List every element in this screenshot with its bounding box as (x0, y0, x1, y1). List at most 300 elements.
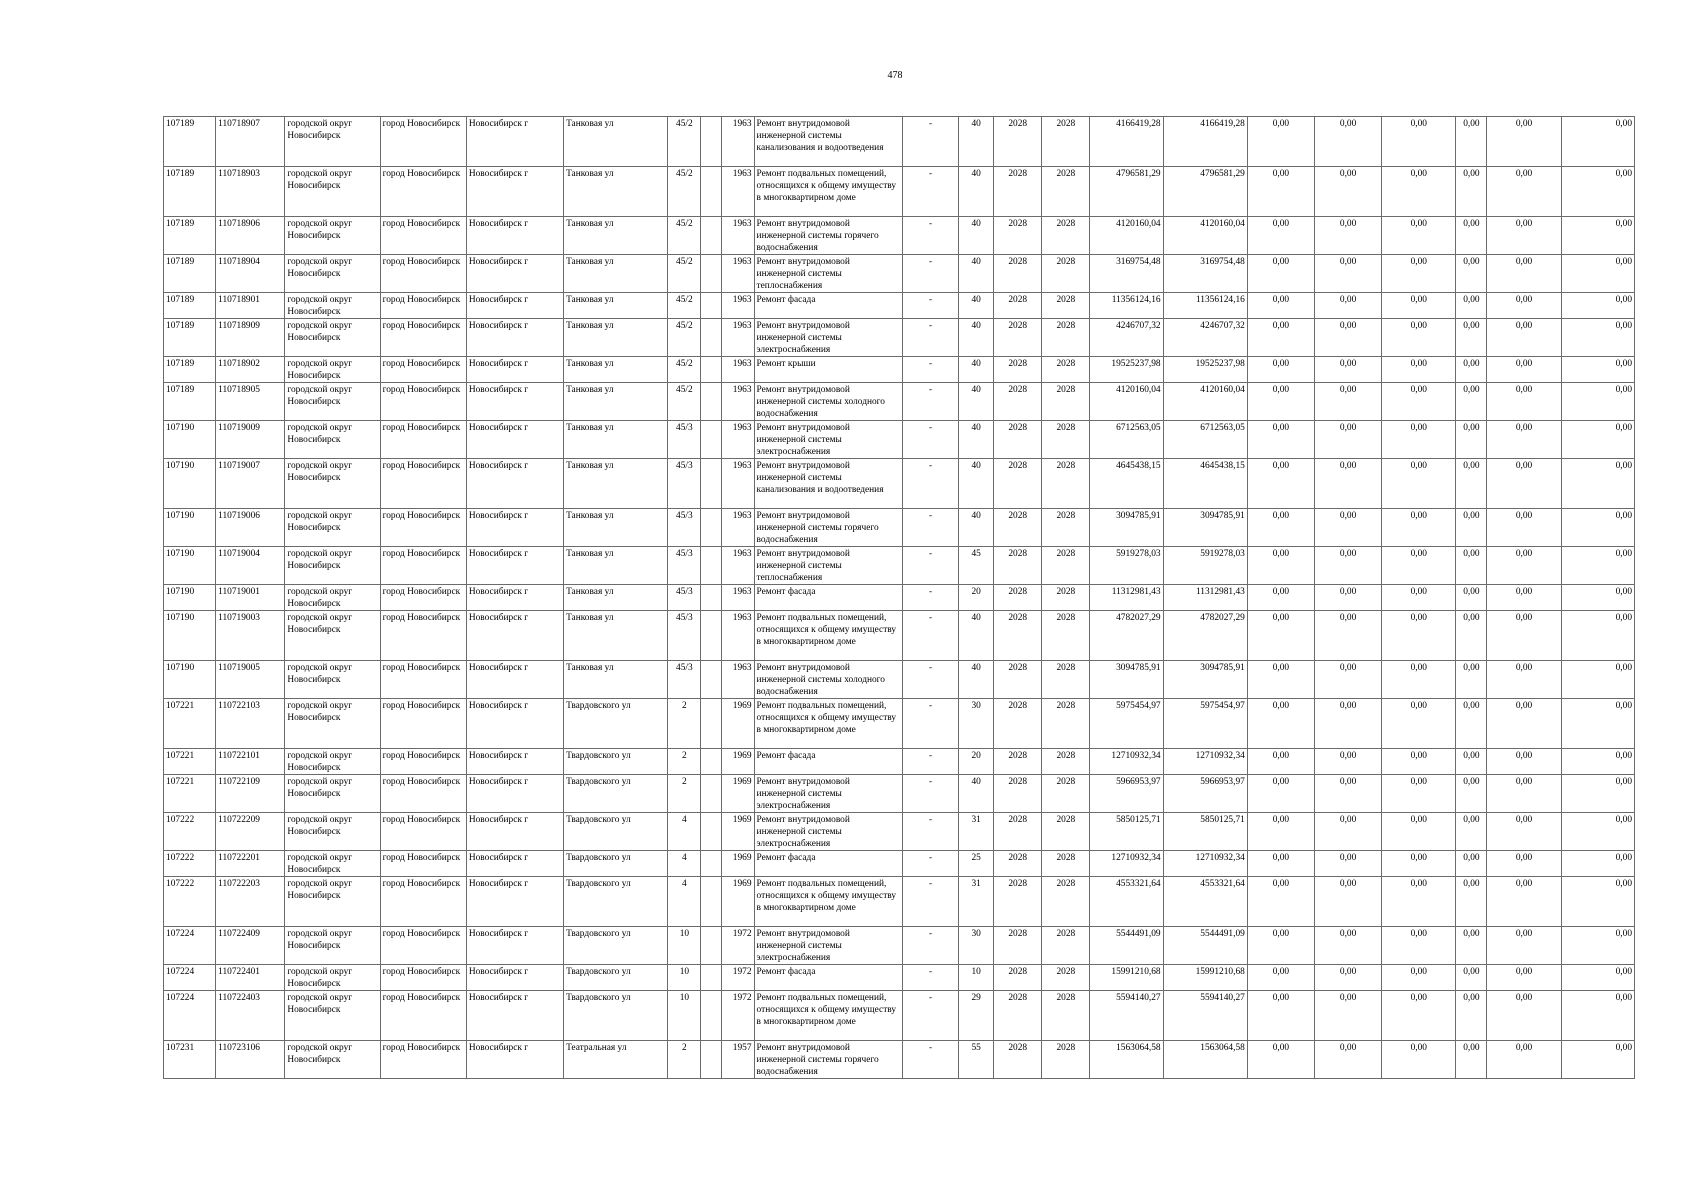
cell-y2: 2028 (1042, 661, 1090, 699)
cell-code: 110719003 (216, 611, 285, 661)
cell-id: 107189 (164, 357, 216, 383)
cell-y2: 2028 (1042, 547, 1090, 585)
cell-z3: 0,00 (1382, 991, 1456, 1041)
cell-dash: - (902, 813, 958, 851)
cell-y1: 2028 (994, 459, 1042, 509)
cell-y1: 2028 (994, 927, 1042, 965)
cell-sum2: 3094785,91 (1163, 661, 1247, 699)
cell-city: город Новосибирск (380, 421, 466, 459)
cell-y1: 2028 (994, 1041, 1042, 1079)
cell-z1: 0,00 (1247, 813, 1314, 851)
cell-z2: 0,00 (1315, 547, 1382, 585)
cell-locality: Новосибирск г (466, 1041, 563, 1079)
cell-z2: 0,00 (1315, 1041, 1382, 1079)
cell-locality: Новосибирск г (466, 255, 563, 293)
cell-z6: 0,00 (1561, 1041, 1634, 1079)
cell-code: 110722209 (216, 813, 285, 851)
cell-sum: 3094785,91 (1090, 661, 1163, 699)
cell-house: 45/2 (668, 319, 701, 357)
cell-pct: 40 (959, 293, 994, 319)
cell-street: Танковая ул (564, 611, 668, 661)
cell-okrug: городской округ Новосибирск (285, 877, 380, 927)
cell-blank (701, 585, 722, 611)
cell-z3: 0,00 (1382, 459, 1456, 509)
cell-locality: Новосибирск г (466, 585, 563, 611)
cell-work: Ремонт подвальных помещений, относящихся к общему имуществу в многоквартирном доме (754, 699, 902, 749)
cell-work: Ремонт подвальных помещений, относящихся к общему имуществу в многоквартирном доме (754, 991, 902, 1041)
cell-sum: 19525237,98 (1090, 357, 1163, 383)
cell-okrug: городской округ Новосибирск (285, 813, 380, 851)
cell-code: 110722101 (216, 749, 285, 775)
cell-house: 10 (668, 991, 701, 1041)
cell-z4: 0,00 (1456, 459, 1487, 509)
cell-y2: 2028 (1042, 319, 1090, 357)
cell-house: 2 (668, 1041, 701, 1079)
cell-y2: 2028 (1042, 965, 1090, 991)
cell-y1: 2028 (994, 611, 1042, 661)
cell-y1: 2028 (994, 421, 1042, 459)
cell-id: 107222 (164, 877, 216, 927)
cell-z1: 0,00 (1247, 927, 1314, 965)
cell-dash: - (902, 965, 958, 991)
cell-city: город Новосибирск (380, 319, 466, 357)
cell-locality: Новосибирск г (466, 357, 563, 383)
cell-blank (701, 749, 722, 775)
cell-dash: - (902, 167, 958, 217)
cell-locality: Новосибирск г (466, 217, 563, 255)
cell-z3: 0,00 (1382, 167, 1456, 217)
cell-year: 1963 (722, 585, 754, 611)
cell-z6: 0,00 (1561, 927, 1634, 965)
cell-z6: 0,00 (1561, 661, 1634, 699)
cell-street: Танковая ул (564, 661, 668, 699)
cell-y2: 2028 (1042, 611, 1090, 661)
cell-y1: 2028 (994, 661, 1042, 699)
cell-street: Танковая ул (564, 319, 668, 357)
table-row (164, 851, 1635, 877)
cell-z4: 0,00 (1456, 217, 1487, 255)
cell-okrug: городской округ Новосибирск (285, 167, 380, 217)
cell-code: 110722401 (216, 965, 285, 991)
cell-blank (701, 217, 722, 255)
cell-y2: 2028 (1042, 421, 1090, 459)
cell-z3: 0,00 (1382, 661, 1456, 699)
cell-sum: 5966953,97 (1090, 775, 1163, 813)
cell-z3: 0,00 (1382, 319, 1456, 357)
cell-house: 45/2 (668, 383, 701, 421)
cell-city: город Новосибирск (380, 1041, 466, 1079)
cell-dash: - (902, 699, 958, 749)
cell-work: Ремонт внутридомовой инженерной системы электроснабжения (754, 927, 902, 965)
cell-dash: - (902, 357, 958, 383)
cell-house: 45/2 (668, 255, 701, 293)
cell-city: город Новосибирск (380, 383, 466, 421)
cell-sum: 11356124,16 (1090, 293, 1163, 319)
cell-id: 107222 (164, 813, 216, 851)
cell-okrug: городской округ Новосибирск (285, 965, 380, 991)
cell-city: город Новосибирск (380, 851, 466, 877)
cell-year: 1963 (722, 611, 754, 661)
cell-code: 110719005 (216, 661, 285, 699)
cell-pct: 20 (959, 749, 994, 775)
cell-z2: 0,00 (1315, 357, 1382, 383)
cell-y2: 2028 (1042, 459, 1090, 509)
cell-dash: - (902, 585, 958, 611)
cell-dash: - (902, 1041, 958, 1079)
cell-blank (701, 509, 722, 547)
cell-z1: 0,00 (1247, 877, 1314, 927)
cell-work: Ремонт фасада (754, 293, 902, 319)
cell-code: 110719009 (216, 421, 285, 459)
cell-y1: 2028 (994, 585, 1042, 611)
cell-year: 1972 (722, 965, 754, 991)
cell-id: 107222 (164, 851, 216, 877)
cell-z4: 0,00 (1456, 699, 1487, 749)
cell-y2: 2028 (1042, 293, 1090, 319)
cell-id: 107224 (164, 991, 216, 1041)
cell-city: город Новосибирск (380, 255, 466, 293)
cell-z1: 0,00 (1247, 851, 1314, 877)
table-row (164, 585, 1635, 611)
cell-blank (701, 991, 722, 1041)
cell-blank (701, 927, 722, 965)
cell-blank (701, 255, 722, 293)
cell-locality: Новосибирск г (466, 661, 563, 699)
cell-pct: 31 (959, 877, 994, 927)
cell-y1: 2028 (994, 117, 1042, 167)
table-row (164, 547, 1635, 585)
cell-okrug: городской округ Новосибирск (285, 749, 380, 775)
cell-street: Твардовского ул (564, 749, 668, 775)
cell-z3: 0,00 (1382, 585, 1456, 611)
cell-okrug: городской округ Новосибирск (285, 509, 380, 547)
cell-year: 1963 (722, 547, 754, 585)
cell-sum2: 4120160,04 (1163, 383, 1247, 421)
cell-sum2: 5966953,97 (1163, 775, 1247, 813)
cell-z5: 0,00 (1487, 851, 1561, 877)
cell-blank (701, 611, 722, 661)
cell-sum2: 3169754,48 (1163, 255, 1247, 293)
cell-sum2: 12710932,34 (1163, 851, 1247, 877)
cell-house: 45/3 (668, 547, 701, 585)
table-row (164, 749, 1635, 775)
cell-pct: 40 (959, 167, 994, 217)
cell-blank (701, 699, 722, 749)
repair-program-table (163, 116, 1635, 1079)
cell-id: 107189 (164, 167, 216, 217)
cell-sum2: 6712563,05 (1163, 421, 1247, 459)
cell-okrug: городской округ Новосибирск (285, 775, 380, 813)
table-row (164, 661, 1635, 699)
cell-year: 1963 (722, 293, 754, 319)
cell-street: Твардовского ул (564, 877, 668, 927)
cell-okrug: городской округ Новосибирск (285, 357, 380, 383)
cell-dash: - (902, 421, 958, 459)
cell-z3: 0,00 (1382, 117, 1456, 167)
cell-id: 107190 (164, 421, 216, 459)
cell-blank (701, 877, 722, 927)
page-number: 478 (887, 70, 903, 81)
cell-house: 45/3 (668, 611, 701, 661)
cell-work: Ремонт внутридомовой инженерной системы канализования и водоотведения (754, 459, 902, 509)
cell-code: 110719007 (216, 459, 285, 509)
cell-sum2: 4645438,15 (1163, 459, 1247, 509)
cell-locality: Новосибирск г (466, 749, 563, 775)
cell-sum: 4120160,04 (1090, 383, 1163, 421)
cell-okrug: городской округ Новосибирск (285, 585, 380, 611)
cell-id: 107189 (164, 293, 216, 319)
cell-z1: 0,00 (1247, 319, 1314, 357)
cell-locality: Новосибирск г (466, 293, 563, 319)
cell-sum: 1563064,58 (1090, 1041, 1163, 1079)
cell-y2: 2028 (1042, 357, 1090, 383)
cell-pct: 25 (959, 851, 994, 877)
cell-pct: 45 (959, 547, 994, 585)
cell-sum: 4782027,29 (1090, 611, 1163, 661)
cell-code: 110718905 (216, 383, 285, 421)
cell-y2: 2028 (1042, 699, 1090, 749)
cell-okrug: городской округ Новосибирск (285, 383, 380, 421)
cell-okrug: городской округ Новосибирск (285, 661, 380, 699)
cell-house: 2 (668, 749, 701, 775)
cell-y2: 2028 (1042, 585, 1090, 611)
cell-z2: 0,00 (1315, 661, 1382, 699)
cell-house: 4 (668, 877, 701, 927)
cell-locality: Новосибирск г (466, 927, 563, 965)
cell-house: 45/3 (668, 509, 701, 547)
cell-code: 110718904 (216, 255, 285, 293)
cell-sum: 11312981,43 (1090, 585, 1163, 611)
cell-sum2: 4796581,29 (1163, 167, 1247, 217)
cell-year: 1963 (722, 421, 754, 459)
cell-sum: 5919278,03 (1090, 547, 1163, 585)
cell-z5: 0,00 (1487, 217, 1561, 255)
cell-z2: 0,00 (1315, 749, 1382, 775)
cell-z6: 0,00 (1561, 813, 1634, 851)
cell-sum: 15991210,68 (1090, 965, 1163, 991)
cell-dash: - (902, 459, 958, 509)
cell-z1: 0,00 (1247, 585, 1314, 611)
cell-z5: 0,00 (1487, 509, 1561, 547)
cell-blank (701, 775, 722, 813)
cell-z4: 0,00 (1456, 965, 1487, 991)
table-row (164, 117, 1635, 167)
cell-sum2: 4782027,29 (1163, 611, 1247, 661)
table-row (164, 927, 1635, 965)
cell-z5: 0,00 (1487, 611, 1561, 661)
cell-locality: Новосибирск г (466, 851, 563, 877)
cell-code: 110719006 (216, 509, 285, 547)
cell-house: 4 (668, 851, 701, 877)
cell-z4: 0,00 (1456, 813, 1487, 851)
cell-code: 110718909 (216, 319, 285, 357)
cell-z6: 0,00 (1561, 775, 1634, 813)
cell-y1: 2028 (994, 775, 1042, 813)
cell-work: Ремонт фасада (754, 585, 902, 611)
cell-z6: 0,00 (1561, 421, 1634, 459)
table-row (164, 319, 1635, 357)
cell-locality: Новосибирск г (466, 319, 563, 357)
cell-z4: 0,00 (1456, 611, 1487, 661)
cell-street: Театральная ул (564, 1041, 668, 1079)
cell-okrug: городской округ Новосибирск (285, 547, 380, 585)
cell-sum: 3094785,91 (1090, 509, 1163, 547)
cell-z3: 0,00 (1382, 877, 1456, 927)
cell-dash: - (902, 877, 958, 927)
cell-blank (701, 661, 722, 699)
cell-street: Танковая ул (564, 357, 668, 383)
cell-y1: 2028 (994, 749, 1042, 775)
cell-z6: 0,00 (1561, 319, 1634, 357)
cell-house: 45/2 (668, 117, 701, 167)
cell-pct: 40 (959, 319, 994, 357)
cell-z3: 0,00 (1382, 851, 1456, 877)
cell-city: город Новосибирск (380, 699, 466, 749)
cell-year: 1969 (722, 813, 754, 851)
cell-y1: 2028 (994, 383, 1042, 421)
cell-code: 110718901 (216, 293, 285, 319)
cell-z2: 0,00 (1315, 927, 1382, 965)
cell-okrug: городской округ Новосибирск (285, 1041, 380, 1079)
cell-pct: 40 (959, 421, 994, 459)
cell-okrug: городской округ Новосибирск (285, 117, 380, 167)
cell-code: 110722203 (216, 877, 285, 927)
cell-z5: 0,00 (1487, 117, 1561, 167)
cell-okrug: городской округ Новосибирск (285, 851, 380, 877)
cell-blank (701, 357, 722, 383)
cell-sum2: 5594140,27 (1163, 991, 1247, 1041)
cell-z6: 0,00 (1561, 255, 1634, 293)
cell-y2: 2028 (1042, 991, 1090, 1041)
cell-z1: 0,00 (1247, 167, 1314, 217)
cell-sum2: 11312981,43 (1163, 585, 1247, 611)
cell-z1: 0,00 (1247, 749, 1314, 775)
cell-house: 45/2 (668, 293, 701, 319)
cell-z2: 0,00 (1315, 813, 1382, 851)
cell-city: город Новосибирск (380, 927, 466, 965)
cell-work: Ремонт внутридомовой инженерной системы электроснабжения (754, 775, 902, 813)
cell-okrug: городской округ Новосибирск (285, 459, 380, 509)
table-row (164, 459, 1635, 509)
cell-y2: 2028 (1042, 775, 1090, 813)
cell-z6: 0,00 (1561, 965, 1634, 991)
cell-pct: 30 (959, 927, 994, 965)
cell-work: Ремонт внутридомовой инженерной системы холодного водоснабжения (754, 383, 902, 421)
cell-okrug: городской округ Новосибирск (285, 217, 380, 255)
cell-street: Твардовского ул (564, 965, 668, 991)
cell-pct: 40 (959, 611, 994, 661)
cell-house: 45/3 (668, 459, 701, 509)
cell-dash: - (902, 991, 958, 1041)
cell-z3: 0,00 (1382, 813, 1456, 851)
cell-z4: 0,00 (1456, 293, 1487, 319)
cell-z2: 0,00 (1315, 775, 1382, 813)
cell-code: 110719001 (216, 585, 285, 611)
cell-street: Танковая ул (564, 547, 668, 585)
cell-z4: 0,00 (1456, 749, 1487, 775)
cell-z5: 0,00 (1487, 421, 1561, 459)
cell-pct: 30 (959, 699, 994, 749)
cell-dash: - (902, 217, 958, 255)
cell-house: 2 (668, 775, 701, 813)
cell-year: 1957 (722, 1041, 754, 1079)
cell-z1: 0,00 (1247, 547, 1314, 585)
cell-z5: 0,00 (1487, 749, 1561, 775)
cell-code: 110722103 (216, 699, 285, 749)
cell-z1: 0,00 (1247, 965, 1314, 991)
cell-street: Твардовского ул (564, 927, 668, 965)
cell-year: 1963 (722, 167, 754, 217)
cell-id: 107189 (164, 117, 216, 167)
cell-blank (701, 293, 722, 319)
cell-y1: 2028 (994, 965, 1042, 991)
cell-house: 4 (668, 813, 701, 851)
cell-blank (701, 319, 722, 357)
cell-work: Ремонт внутридомовой инженерной системы холодного водоснабжения (754, 661, 902, 699)
cell-z5: 0,00 (1487, 991, 1561, 1041)
cell-code: 110722201 (216, 851, 285, 877)
cell-sum2: 5850125,71 (1163, 813, 1247, 851)
cell-z5: 0,00 (1487, 167, 1561, 217)
cell-id: 107190 (164, 611, 216, 661)
cell-city: город Новосибирск (380, 877, 466, 927)
cell-y1: 2028 (994, 217, 1042, 255)
cell-id: 107224 (164, 965, 216, 991)
cell-z5: 0,00 (1487, 357, 1561, 383)
table-row (164, 167, 1635, 217)
cell-city: город Новосибирск (380, 749, 466, 775)
cell-z1: 0,00 (1247, 255, 1314, 293)
cell-z1: 0,00 (1247, 611, 1314, 661)
cell-y2: 2028 (1042, 217, 1090, 255)
cell-street: Танковая ул (564, 421, 668, 459)
cell-z1: 0,00 (1247, 293, 1314, 319)
cell-z5: 0,00 (1487, 585, 1561, 611)
cell-z5: 0,00 (1487, 965, 1561, 991)
cell-work: Ремонт внутридомовой инженерной системы электроснабжения (754, 813, 902, 851)
cell-z5: 0,00 (1487, 547, 1561, 585)
table-body (164, 117, 1635, 1079)
cell-id: 107190 (164, 459, 216, 509)
cell-sum2: 1563064,58 (1163, 1041, 1247, 1079)
table-row (164, 255, 1635, 293)
cell-street: Танковая ул (564, 585, 668, 611)
cell-work: Ремонт фасада (754, 851, 902, 877)
cell-sum2: 5919278,03 (1163, 547, 1247, 585)
cell-street: Танковая ул (564, 293, 668, 319)
cell-code: 110719004 (216, 547, 285, 585)
cell-city: город Новосибирск (380, 459, 466, 509)
cell-z2: 0,00 (1315, 965, 1382, 991)
cell-okrug: городской округ Новосибирск (285, 991, 380, 1041)
cell-y2: 2028 (1042, 1041, 1090, 1079)
cell-id: 107189 (164, 217, 216, 255)
cell-id: 107189 (164, 319, 216, 357)
cell-blank (701, 383, 722, 421)
cell-blank (701, 1041, 722, 1079)
cell-z3: 0,00 (1382, 293, 1456, 319)
cell-street: Танковая ул (564, 255, 668, 293)
cell-id: 107190 (164, 547, 216, 585)
cell-z6: 0,00 (1561, 851, 1634, 877)
cell-sum: 5544491,09 (1090, 927, 1163, 965)
cell-z6: 0,00 (1561, 459, 1634, 509)
cell-id: 107224 (164, 927, 216, 965)
cell-pct: 29 (959, 991, 994, 1041)
cell-street: Твардовского ул (564, 699, 668, 749)
cell-z2: 0,00 (1315, 459, 1382, 509)
cell-street: Твардовского ул (564, 813, 668, 851)
